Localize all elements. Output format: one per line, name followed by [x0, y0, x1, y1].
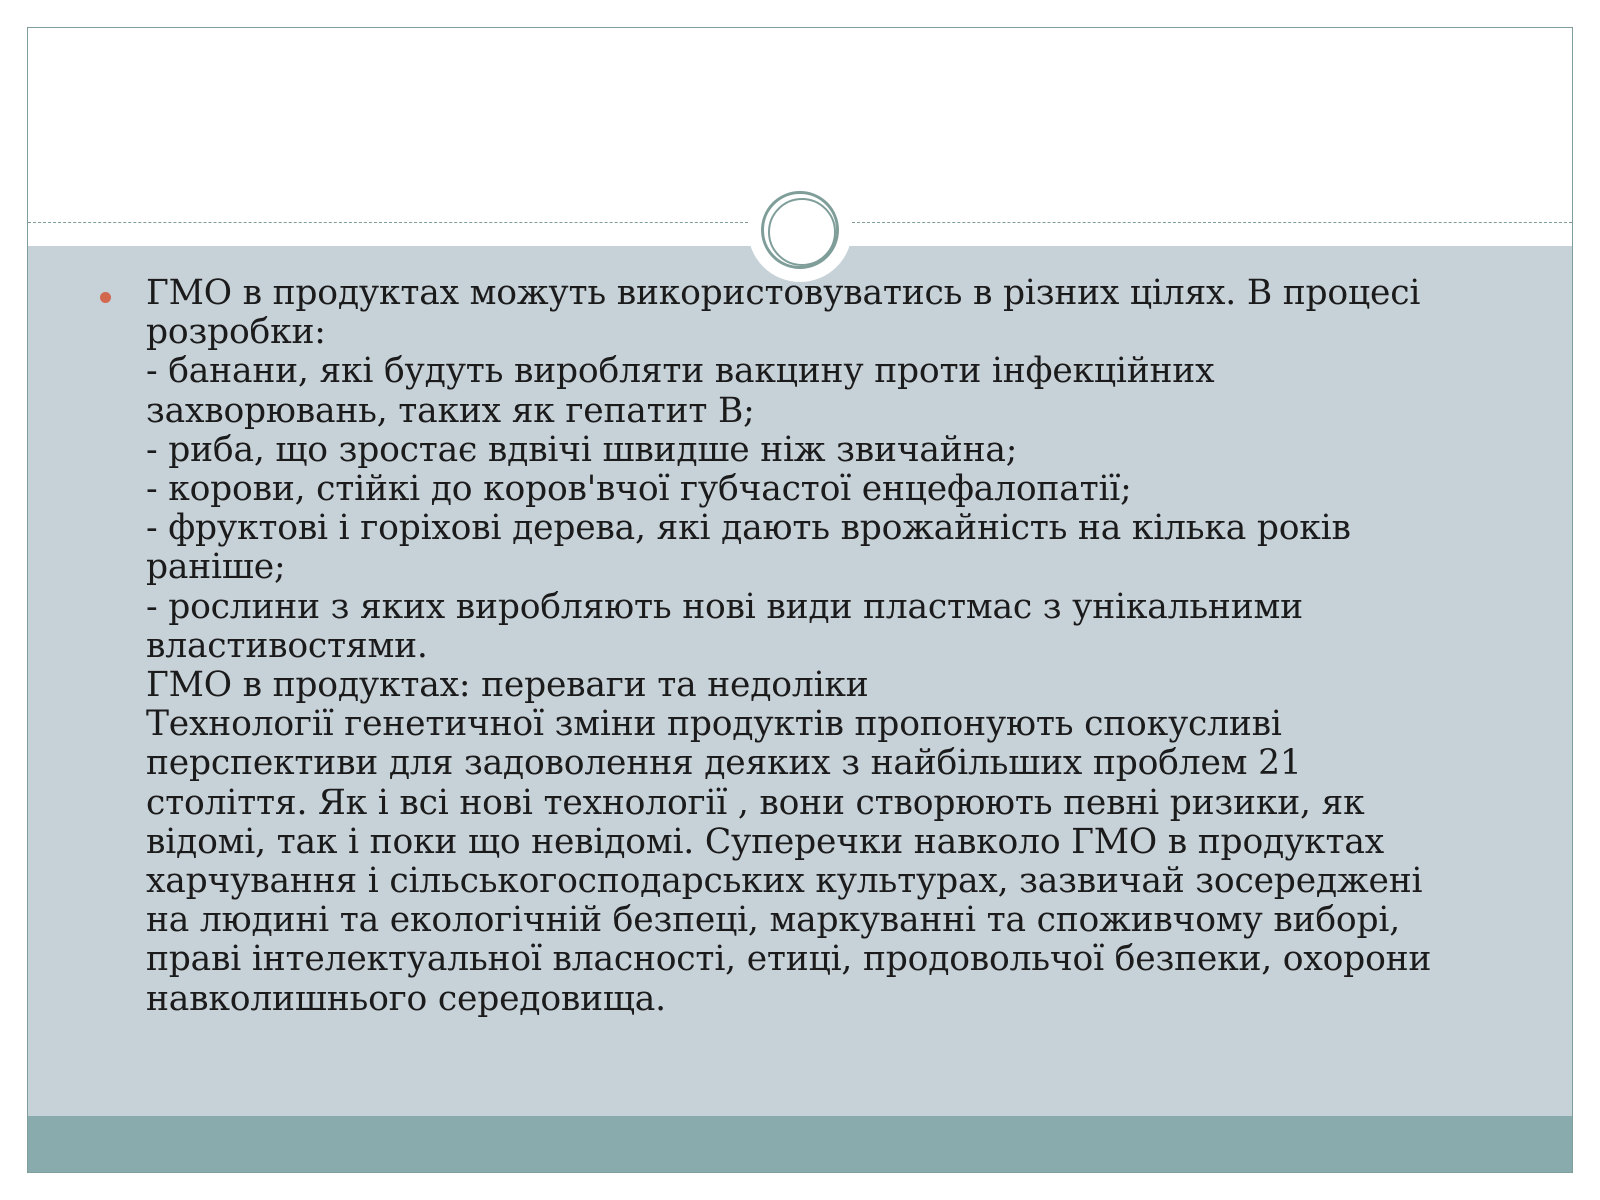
- text-line: розробки:: [146, 312, 326, 353]
- text-line: Технології генетичної зміни продуктів пропонують спокусливі: [146, 704, 1282, 745]
- text-line: - фруктові і горіхові дерева, які дають врожайність на кілька років: [146, 508, 1351, 549]
- circle-ornament-inner-ring: [768, 198, 836, 266]
- text-line: - корови, стійкі до коров'вчої губчастої енцефалопатії;: [146, 469, 1132, 510]
- text-line: раніше;: [146, 547, 286, 588]
- text-line: захворювань, таких як гепатит B;: [146, 390, 755, 431]
- text-line: століття. Як і всі нові технології , вони створюють певні ризики, як: [146, 782, 1365, 823]
- text-line: - рослини з яких виробляють нові види пластмас з унікальними: [146, 586, 1303, 627]
- slide: [27, 27, 1573, 1173]
- divider-dashed-left: [28, 222, 748, 223]
- text-line: харчування і сільськогосподарських культурах, зазвичай зосереджені: [146, 861, 1423, 902]
- text-line: на людині та екологічній безпеці, маркуванні та споживчому виборі,: [146, 900, 1400, 941]
- text-line: відомі, так і поки що невідомі. Суперечки навколо ГМО в продуктах: [146, 821, 1385, 862]
- text-line: ГМО в продуктах: переваги та недоліки: [146, 665, 869, 706]
- text-line: навколишнього середовища.: [146, 978, 666, 1019]
- text-line: ГМО в продуктах можуть використовуватись в різних цілях. В процесі: [146, 273, 1421, 313]
- bullet-icon: [100, 292, 111, 303]
- text-line: - риба, що зростає вдвічі швидше ніж звичайна;: [146, 429, 1018, 470]
- bullet-text: [146, 274, 1558, 1019]
- bullet-list-item: [88, 274, 1558, 1019]
- text-line: праві інтелектуальної власності, етиці, продовольчої безпеки, охорони: [146, 939, 1432, 980]
- divider-dashed-right: [852, 222, 1572, 223]
- text-line: властивостями.: [146, 625, 428, 666]
- slide-footer-band: [28, 1116, 1572, 1173]
- text-line: - банани, які будуть виробляти вакцину проти інфекційних: [146, 351, 1215, 392]
- text-line: перспективи для задоволення деяких з найбільших проблем 21: [146, 743, 1302, 784]
